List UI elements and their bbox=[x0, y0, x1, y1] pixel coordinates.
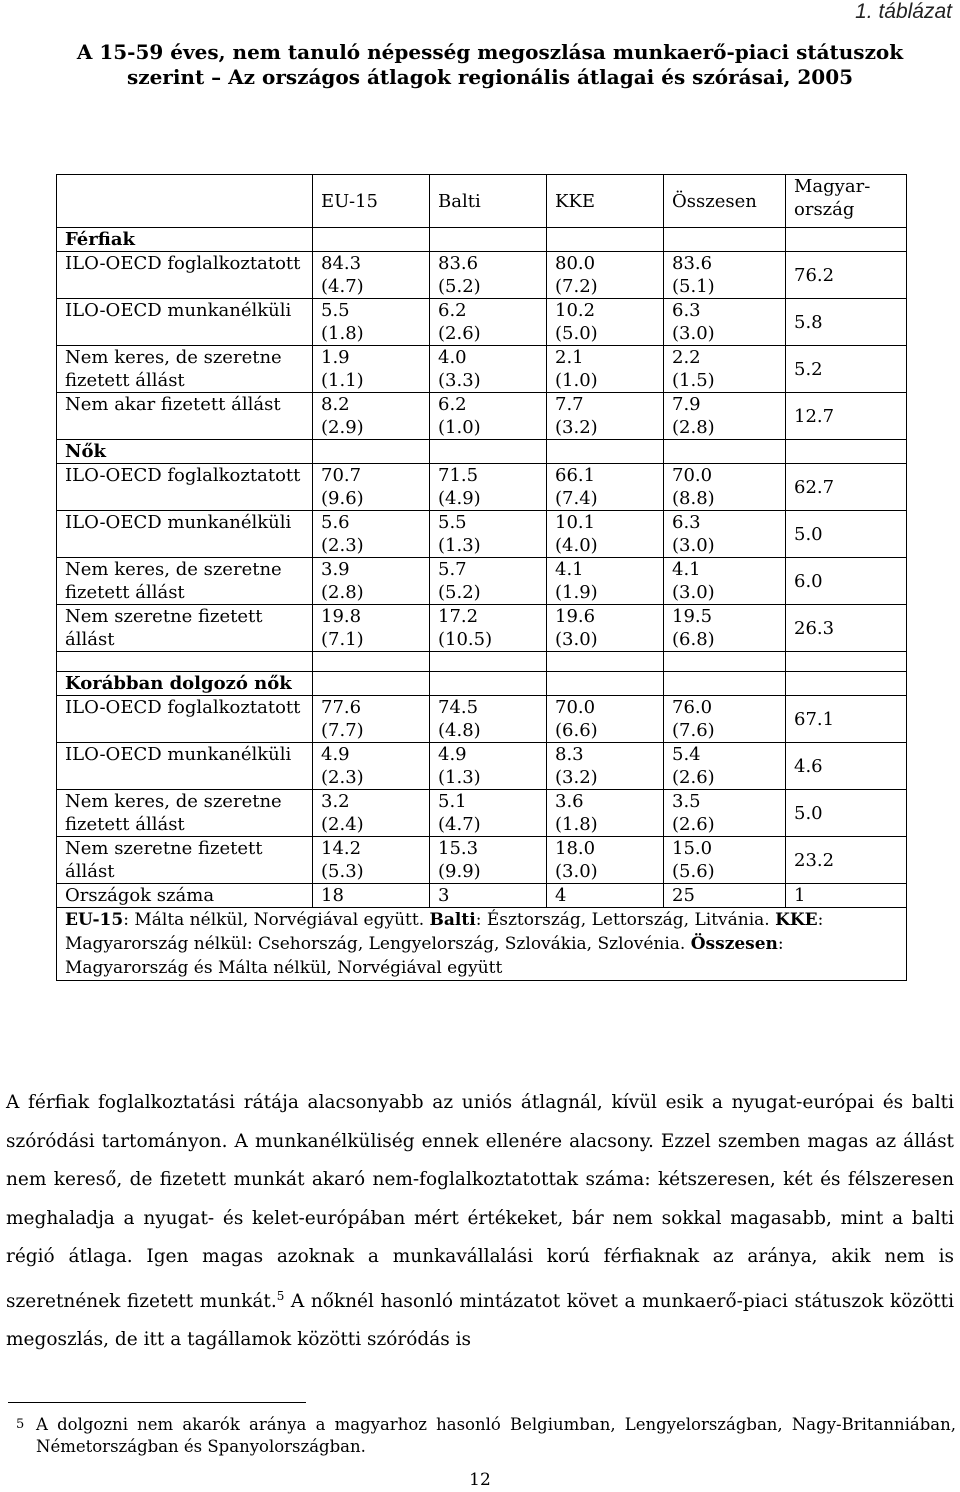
empty-cell bbox=[664, 228, 786, 252]
value-cell bbox=[664, 346, 786, 393]
sd-value: (4.7) bbox=[438, 814, 481, 835]
empty-cell bbox=[786, 672, 907, 696]
sd-value: (5.3) bbox=[321, 861, 364, 882]
footnote-separator bbox=[8, 1402, 306, 1403]
sd-value: (3.0) bbox=[555, 629, 598, 650]
body-text-part-2: A nőknél hasonló mintázatot követ a munkaerő-piaci státuszok közötti megoszlás, de itt a tagállamok közötti szóródás is bbox=[6, 1290, 954, 1350]
page-number: 12 bbox=[469, 1470, 491, 1490]
sd-value: (3.0) bbox=[672, 535, 715, 556]
statistics-table bbox=[56, 174, 907, 981]
sd-value: (7.2) bbox=[555, 276, 598, 297]
sd-value: (2.9) bbox=[321, 417, 364, 438]
statistics-table-wrapper bbox=[56, 174, 906, 981]
footnote bbox=[8, 1414, 956, 1458]
value-cell bbox=[430, 299, 547, 346]
table-label: 1. táblázat bbox=[855, 0, 952, 23]
sd-value: (5.6) bbox=[672, 861, 715, 882]
sd-value: (4.7) bbox=[321, 276, 364, 297]
table-row bbox=[57, 790, 907, 837]
hungary-value: 26.3 bbox=[786, 605, 907, 652]
note-definition: : Málta nélkül, Norvégiával együtt. bbox=[123, 910, 430, 930]
sd-value: (2.8) bbox=[321, 582, 364, 603]
hungary-value: 62.7 bbox=[786, 464, 907, 511]
column-header: Balti bbox=[430, 175, 547, 228]
column-header: EU-15 bbox=[313, 175, 430, 228]
hungary-value: 4.6 bbox=[786, 743, 907, 790]
column-header: Magyar-ország bbox=[786, 175, 907, 228]
value-cell bbox=[664, 790, 786, 837]
value-cell bbox=[313, 790, 430, 837]
mean-value: 71.5 bbox=[438, 465, 479, 486]
spacer-cell bbox=[313, 652, 430, 672]
value-cell bbox=[430, 464, 547, 511]
note-definition: : Magyarország és Málta nélkül, Norvégiával együtt bbox=[65, 934, 784, 978]
footnote-number: 5 bbox=[16, 1417, 25, 1432]
value-cell bbox=[547, 790, 664, 837]
hungary-value: 5.0 bbox=[786, 790, 907, 837]
mean-value: 5.6 bbox=[321, 512, 350, 533]
country-count-value: 4 bbox=[547, 884, 664, 908]
value-cell bbox=[313, 299, 430, 346]
hungary-value: 23.2 bbox=[786, 837, 907, 884]
row-label: ILO-OECD foglalkoztatott bbox=[57, 252, 313, 299]
sd-value: (3.2) bbox=[555, 417, 598, 438]
value-cell bbox=[664, 696, 786, 743]
mean-value: 83.6 bbox=[438, 253, 479, 274]
value-cell bbox=[313, 605, 430, 652]
mean-value: 74.5 bbox=[438, 697, 479, 718]
empty-cell bbox=[430, 440, 547, 464]
value-cell bbox=[313, 464, 430, 511]
sd-value: (4.8) bbox=[438, 720, 481, 741]
spacer-cell bbox=[430, 652, 547, 672]
sd-value: (5.2) bbox=[438, 582, 481, 603]
sd-value: (3.0) bbox=[672, 582, 715, 603]
sd-value: (7.7) bbox=[321, 720, 364, 741]
sd-value: (2.6) bbox=[438, 323, 481, 344]
mean-value: 3.9 bbox=[321, 559, 350, 580]
table-row bbox=[57, 252, 907, 299]
mean-value: 2.1 bbox=[555, 347, 584, 368]
value-cell bbox=[664, 464, 786, 511]
value-cell bbox=[430, 252, 547, 299]
mean-value: 14.2 bbox=[321, 838, 362, 859]
note-definition: : Észtország, Lettország, Litvánia. bbox=[475, 910, 776, 930]
value-cell bbox=[430, 696, 547, 743]
table-row bbox=[57, 511, 907, 558]
mean-value: 4.9 bbox=[321, 744, 350, 765]
sd-value: (2.6) bbox=[672, 767, 715, 788]
sd-value: (10.5) bbox=[438, 629, 493, 650]
value-cell bbox=[313, 743, 430, 790]
body-text-part-1: A férfiak foglalkoztatási rátája alacsonyabb az uniós átlagnál, kívül esik a nyugat-európai és balti szóródási tartományon. A munkanélküliség ennek ellenére alacsony. Ezzel szemben magas az állást nem kereső, de fizetett munkát akaró nem-foglalkoztatottak száma: kétszeresen, két és félszeresen meghaladja a nyugat- és kelet-európában mért értékeket, bár nem sokkal magasabb, mint a balti régió átlaga. Igen magas azoknak a munkavállalási korú férfiaknak az aránya, akik nem is szeretnének fizetett munkát. bbox=[6, 1092, 954, 1312]
hungary-value: 67.1 bbox=[786, 696, 907, 743]
sd-value: (5.1) bbox=[672, 276, 715, 297]
hungary-value: 5.0 bbox=[786, 511, 907, 558]
mean-value: 18.0 bbox=[555, 838, 596, 859]
value-cell bbox=[430, 393, 547, 440]
section-row bbox=[57, 672, 907, 696]
section-label: Férfiak bbox=[57, 228, 313, 252]
sd-value: (7.6) bbox=[672, 720, 715, 741]
hungary-value: 6.0 bbox=[786, 558, 907, 605]
mean-value: 4.1 bbox=[555, 559, 584, 580]
mean-value: 3.6 bbox=[555, 791, 584, 812]
empty-cell bbox=[313, 672, 430, 696]
value-cell bbox=[430, 837, 547, 884]
table-row bbox=[57, 464, 907, 511]
mean-value: 19.8 bbox=[321, 606, 362, 627]
footnote-reference: 5 bbox=[276, 1288, 285, 1303]
sd-value: (2.3) bbox=[321, 535, 364, 556]
table-row bbox=[57, 558, 907, 605]
row-label: Nem szeretne fizetett állást bbox=[57, 837, 313, 884]
mean-value: 6.3 bbox=[672, 300, 701, 321]
mean-value: 5.5 bbox=[321, 300, 350, 321]
mean-value: 8.2 bbox=[321, 394, 350, 415]
table-row bbox=[57, 346, 907, 393]
value-cell bbox=[547, 837, 664, 884]
sd-value: (5.2) bbox=[438, 276, 481, 297]
spacer-cell bbox=[57, 652, 313, 672]
note-term: Balti bbox=[429, 910, 476, 930]
spacer-cell bbox=[664, 652, 786, 672]
sd-value: (1.0) bbox=[555, 370, 598, 391]
mean-value: 80.0 bbox=[555, 253, 596, 274]
sd-value: (2.3) bbox=[321, 767, 364, 788]
mean-value: 4.0 bbox=[438, 347, 467, 368]
row-label: Nem keres, de szeretne fizetett állást bbox=[57, 558, 313, 605]
empty-cell bbox=[547, 672, 664, 696]
sd-value: (5.0) bbox=[555, 323, 598, 344]
header-empty-cell bbox=[57, 175, 313, 228]
sd-value: (4.0) bbox=[555, 535, 598, 556]
row-label: ILO-OECD munkanélküli bbox=[57, 511, 313, 558]
note-term: EU-15 bbox=[65, 910, 124, 930]
mean-value: 5.1 bbox=[438, 791, 467, 812]
sd-value: (1.0) bbox=[438, 417, 481, 438]
hungary-value: 5.8 bbox=[786, 299, 907, 346]
mean-value: 6.3 bbox=[672, 512, 701, 533]
sd-value: (1.8) bbox=[321, 323, 364, 344]
mean-value: 5.4 bbox=[672, 744, 701, 765]
mean-value: 5.5 bbox=[438, 512, 467, 533]
mean-value: 17.2 bbox=[438, 606, 479, 627]
value-cell bbox=[313, 346, 430, 393]
row-label: ILO-OECD munkanélküli bbox=[57, 299, 313, 346]
sd-value: (1.9) bbox=[555, 582, 598, 603]
sd-value: (6.8) bbox=[672, 629, 715, 650]
mean-value: 4.9 bbox=[438, 744, 467, 765]
sd-value: (2.8) bbox=[672, 417, 715, 438]
country-count-value: 1 bbox=[786, 884, 907, 908]
empty-cell bbox=[430, 672, 547, 696]
sd-value: (3.2) bbox=[555, 767, 598, 788]
country-count-value: 25 bbox=[664, 884, 786, 908]
sd-value: (2.6) bbox=[672, 814, 715, 835]
value-cell bbox=[313, 511, 430, 558]
value-cell bbox=[664, 605, 786, 652]
sd-value: (3.0) bbox=[672, 323, 715, 344]
mean-value: 8.3 bbox=[555, 744, 584, 765]
value-cell bbox=[547, 252, 664, 299]
hungary-value: 76.2 bbox=[786, 252, 907, 299]
hungary-value: 12.7 bbox=[786, 393, 907, 440]
country-count-row bbox=[57, 884, 907, 908]
value-cell bbox=[313, 393, 430, 440]
value-cell bbox=[313, 837, 430, 884]
note-definition: : Magyarország nélkül: Csehország, Lengyelország, Szlovákia, Szlovénia. bbox=[65, 910, 824, 954]
column-header: KKE bbox=[547, 175, 664, 228]
mean-value: 84.3 bbox=[321, 253, 362, 274]
hungary-value: 5.2 bbox=[786, 346, 907, 393]
empty-cell bbox=[664, 672, 786, 696]
mean-value: 5.7 bbox=[438, 559, 467, 580]
table-row bbox=[57, 605, 907, 652]
mean-value: 19.5 bbox=[672, 606, 713, 627]
spacer-row bbox=[57, 652, 907, 672]
section-row bbox=[57, 228, 907, 252]
mean-value: 83.6 bbox=[672, 253, 713, 274]
value-cell bbox=[430, 790, 547, 837]
row-label: ILO-OECD munkanélküli bbox=[57, 743, 313, 790]
table-row bbox=[57, 299, 907, 346]
sd-value: (7.1) bbox=[321, 629, 364, 650]
table-row bbox=[57, 696, 907, 743]
value-cell bbox=[664, 837, 786, 884]
empty-cell bbox=[547, 440, 664, 464]
note-row bbox=[57, 908, 907, 981]
sd-value: (1.5) bbox=[672, 370, 715, 391]
mean-value: 15.0 bbox=[672, 838, 713, 859]
table-row bbox=[57, 393, 907, 440]
value-cell bbox=[547, 743, 664, 790]
value-cell bbox=[547, 511, 664, 558]
sd-value: (1.3) bbox=[438, 535, 481, 556]
sd-value: (9.9) bbox=[438, 861, 481, 882]
value-cell bbox=[547, 464, 664, 511]
note-term: KKE bbox=[775, 910, 818, 930]
row-label: ILO-OECD foglalkoztatott bbox=[57, 464, 313, 511]
header-row bbox=[57, 175, 907, 228]
value-cell bbox=[313, 558, 430, 605]
empty-cell bbox=[313, 440, 430, 464]
value-cell bbox=[664, 299, 786, 346]
empty-cell bbox=[786, 440, 907, 464]
column-header: Összesen bbox=[664, 175, 786, 228]
mean-value: 3.2 bbox=[321, 791, 350, 812]
sd-value: (6.6) bbox=[555, 720, 598, 741]
empty-cell bbox=[786, 228, 907, 252]
value-cell bbox=[313, 696, 430, 743]
sd-value: (4.9) bbox=[438, 488, 481, 509]
empty-cell bbox=[430, 228, 547, 252]
mean-value: 10.1 bbox=[555, 512, 596, 533]
title-line-2: szerint – Az országos átlagok regionális átlagai és szórásai, 2005 bbox=[126, 65, 854, 89]
body-paragraph bbox=[6, 1084, 954, 1360]
sd-value: (8.8) bbox=[672, 488, 715, 509]
value-cell bbox=[547, 605, 664, 652]
sd-value: (9.6) bbox=[321, 488, 364, 509]
spacer-cell bbox=[786, 652, 907, 672]
mean-value: 10.2 bbox=[555, 300, 596, 321]
mean-value: 70.0 bbox=[672, 465, 713, 486]
row-label: ILO-OECD foglalkoztatott bbox=[57, 696, 313, 743]
row-label: Nem szeretne fizetett állást bbox=[57, 605, 313, 652]
mean-value: 6.2 bbox=[438, 300, 467, 321]
mean-value: 76.0 bbox=[672, 697, 713, 718]
mean-value: 70.0 bbox=[555, 697, 596, 718]
table-row bbox=[57, 837, 907, 884]
section-label: Nők bbox=[57, 440, 313, 464]
value-cell bbox=[664, 743, 786, 790]
table-note bbox=[57, 908, 907, 981]
value-cell bbox=[430, 511, 547, 558]
value-cell bbox=[664, 393, 786, 440]
sd-value: (1.1) bbox=[321, 370, 364, 391]
table-body bbox=[57, 175, 907, 981]
sd-value: (1.8) bbox=[555, 814, 598, 835]
empty-cell bbox=[664, 440, 786, 464]
table-title bbox=[50, 40, 930, 90]
value-cell bbox=[547, 558, 664, 605]
value-cell bbox=[664, 511, 786, 558]
value-cell bbox=[430, 558, 547, 605]
value-cell bbox=[313, 252, 430, 299]
mean-value: 7.9 bbox=[672, 394, 701, 415]
mean-value: 66.1 bbox=[555, 465, 596, 486]
mean-value: 1.9 bbox=[321, 347, 350, 368]
value-cell bbox=[430, 346, 547, 393]
value-cell bbox=[430, 605, 547, 652]
mean-value: 77.6 bbox=[321, 697, 362, 718]
value-cell bbox=[547, 393, 664, 440]
section-label: Korábban dolgozó nők bbox=[57, 672, 313, 696]
mean-value: 3.5 bbox=[672, 791, 701, 812]
sd-value: (1.3) bbox=[438, 767, 481, 788]
value-cell bbox=[430, 743, 547, 790]
spacer-cell bbox=[547, 652, 664, 672]
country-count-value: 18 bbox=[313, 884, 430, 908]
table-row bbox=[57, 743, 907, 790]
title-line-1: A 15-59 éves, nem tanuló népesség megoszlása munkaerő-piaci státuszok bbox=[76, 40, 904, 64]
row-label: Nem akar fizetett állást bbox=[57, 393, 313, 440]
value-cell bbox=[547, 299, 664, 346]
mean-value: 7.7 bbox=[555, 394, 584, 415]
footnote-text: A dolgozni nem akarók aránya a magyarhoz hasonló Belgiumban, Lengyelországban, Nagy-Britanniában, Németországban és Spanyolországban. bbox=[36, 1415, 956, 1456]
sd-value: (3.0) bbox=[555, 861, 598, 882]
country-count-label: Országok száma bbox=[57, 884, 313, 908]
value-cell bbox=[547, 696, 664, 743]
country-count-value: 3 bbox=[430, 884, 547, 908]
row-label: Nem keres, de szeretne fizetett állást bbox=[57, 346, 313, 393]
mean-value: 4.1 bbox=[672, 559, 701, 580]
empty-cell bbox=[547, 228, 664, 252]
sd-value: (2.4) bbox=[321, 814, 364, 835]
value-cell bbox=[664, 558, 786, 605]
mean-value: 70.7 bbox=[321, 465, 362, 486]
mean-value: 15.3 bbox=[438, 838, 479, 859]
value-cell bbox=[664, 252, 786, 299]
section-row bbox=[57, 440, 907, 464]
mean-value: 19.6 bbox=[555, 606, 596, 627]
note-term: Összesen bbox=[690, 934, 778, 954]
sd-value: (3.3) bbox=[438, 370, 481, 391]
mean-value: 2.2 bbox=[672, 347, 701, 368]
mean-value: 6.2 bbox=[438, 394, 467, 415]
value-cell bbox=[547, 346, 664, 393]
row-label: Nem keres, de szeretne fizetett állást bbox=[57, 790, 313, 837]
sd-value: (7.4) bbox=[555, 488, 598, 509]
empty-cell bbox=[313, 228, 430, 252]
